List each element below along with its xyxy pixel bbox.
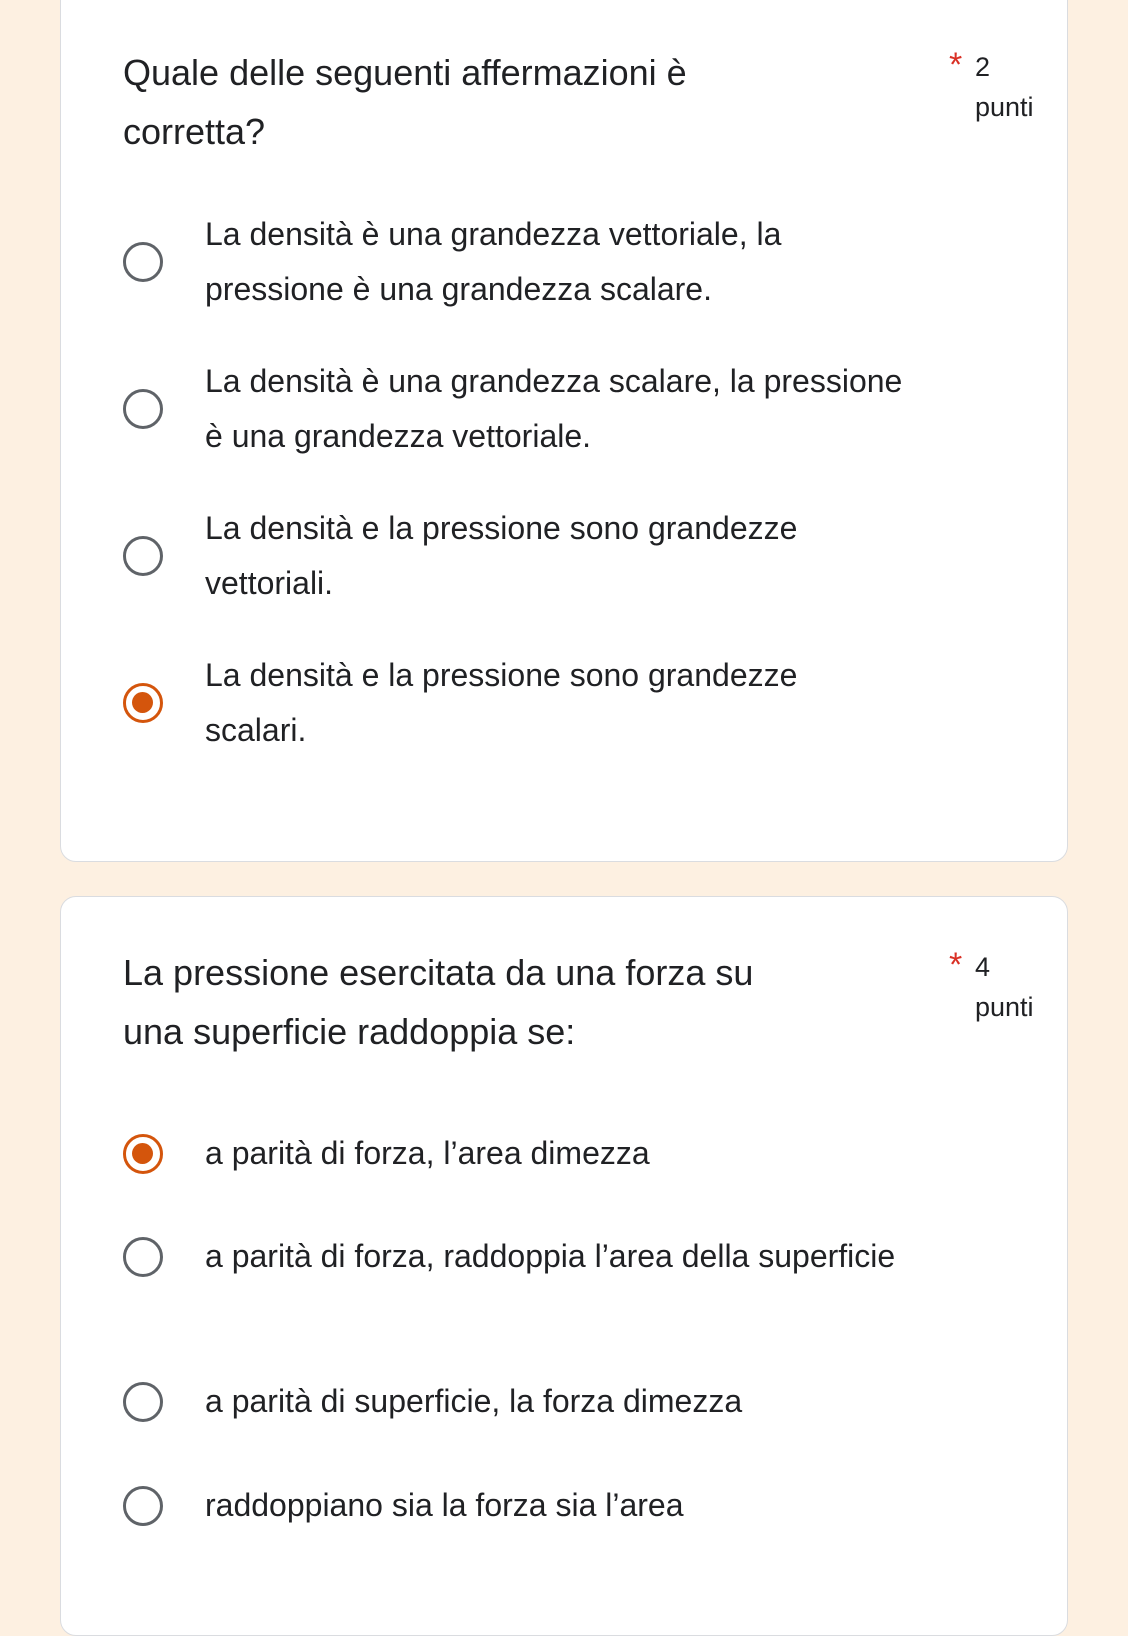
required-asterisk: * [949, 46, 963, 84]
radio-button-unchecked[interactable] [123, 1382, 163, 1422]
option-label: La densità è una grandezza vettoriale, la pressione è una grandezza scalare. [205, 216, 782, 307]
radio-button-unchecked[interactable] [123, 1237, 163, 1277]
option-1[interactable] [123, 207, 1027, 317]
option-label: a parità di superficie, la forza dimezza [205, 1383, 743, 1419]
question-header [123, 943, 1034, 1061]
radio-button-unchecked[interactable] [123, 389, 163, 429]
option-3[interactable] [123, 1374, 1027, 1429]
question-card-1 [60, 0, 1068, 862]
option-label: a parità di forza, raddoppia l’area della superficie [205, 1238, 896, 1274]
points-label: 4 punti [975, 952, 1034, 1022]
option-2[interactable] [123, 354, 1027, 464]
required-asterisk: * [949, 946, 963, 984]
option-label: La densità è una grandezza scalare, la pressione è una grandezza vettoriale. [205, 363, 903, 454]
option-4[interactable] [123, 648, 1027, 758]
radio-button-checked[interactable] [123, 1134, 163, 1174]
option-3[interactable] [123, 501, 1027, 611]
question-title: La pressione esercitata da una forza su una superficie raddoppia se: [123, 952, 754, 1052]
option-label: a parità di forza, l’area dimezza [205, 1135, 650, 1171]
question-header [123, 43, 1034, 161]
option-1[interactable] [123, 1126, 1027, 1181]
option-label: La densità e la pressione sono grandezze scalari. [205, 657, 798, 748]
option-label: raddoppiano sia la forza sia l’area [205, 1487, 684, 1523]
option-4[interactable] [123, 1478, 1027, 1533]
points-label: 2 punti [975, 52, 1034, 122]
option-2[interactable] [123, 1229, 1027, 1284]
radio-button-unchecked[interactable] [123, 242, 163, 282]
option-label: La densità e la pressione sono grandezze vettoriali. [205, 510, 798, 601]
radio-button-unchecked[interactable] [123, 1486, 163, 1526]
question-card-2 [60, 896, 1068, 1636]
radio-button-unchecked[interactable] [123, 536, 163, 576]
question-title: Quale delle seguenti affermazioni è corretta? [123, 52, 687, 152]
radio-button-checked[interactable] [123, 683, 163, 723]
